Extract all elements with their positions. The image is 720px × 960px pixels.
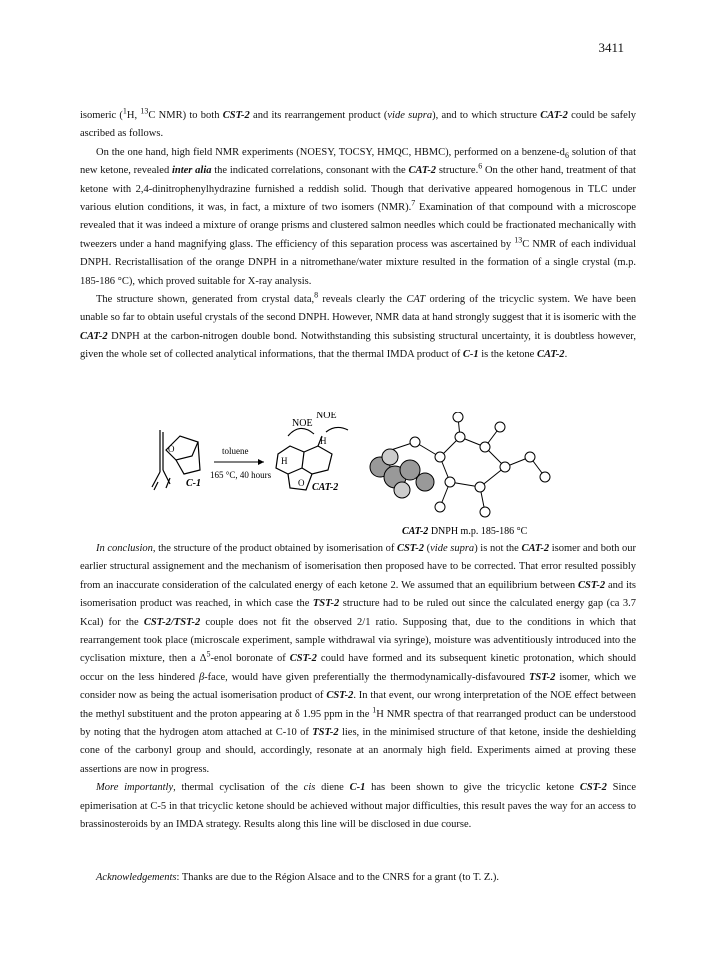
o-label-right: O	[298, 478, 305, 488]
h-label-lower: H	[281, 456, 288, 466]
reaction-scheme-figure	[140, 412, 570, 537]
noe-label-top: NOE	[316, 412, 337, 421]
arrow-head	[258, 459, 264, 465]
c1-label: C-1	[186, 478, 201, 489]
paragraph-5: More importantly, thermal cyclisation of the cis diene C-1 has been shown to give the tricyclic ketone CST-2 Since epimerisation at C-5 in that tricyclic ketone should be achieved without major difficulties, this result paves the way for an access to brassinosteroids by an IMDA strategy. Results along this line will be disclosed in due course.	[80, 782, 636, 831]
noe-label-left: NOE	[292, 418, 313, 429]
conditions-label: 165 °C, 40 hours	[210, 470, 272, 480]
xray-crystal-model	[370, 412, 550, 517]
page-number: 3411	[598, 40, 624, 55]
h-label-upper: H	[320, 436, 327, 446]
body-text-upper	[80, 107, 636, 365]
paragraph-1: isomeric ($^1$H, $^{13}$C NMR) to both CST-2 and its rearrangement product (vide supra), and to which structure CAT-2 could be safely ascribed as follows.	[80, 106, 636, 140]
paragraph-2: On the one hand, high field NMR experiments (NOESY, TOCSY, HMQC, HBMC), performed on a benzene-$d_6$ solution of that new ketone, revealed inter alia the indicated correlations, consonant with the CAT-2 structure.$^6$ On the other hand, treatment of that ketone with 2,4-dinitrophenylhydrazine furnished a reddish solid. Though that derivative appeared homogenous in TLC under various elution conditions, it was, in fact, a mixture of two isomers (NMR).$^7$ Examination of that compound with a microscope revealed that it was indeed a mixture of orange prisms and clustered salmon needles which could be fractionated mechanically with tweezers under a hand magnifying glass. The efficiency of this separation process was ascertained by $^{13}$C NMR of each individual DNPH. Recristallisation of the orange DNPH in a nitromethane/water mixture resulted in the formation of a single crystal (m.p. 185-186 °C), which proved suitable for X-ray analysis.	[80, 146, 636, 287]
cat2-label: CAT-2	[312, 482, 339, 493]
o-label-left: O	[168, 444, 175, 454]
acknowledgements: Acknowledgements: Thanks are due to the Région Alsace and to the CNRS for a grant (to T. Z.).	[96, 872, 499, 883]
body-text-lower	[80, 540, 636, 835]
paragraph-4: In conclusion, the structure of the product obtained by isomerisation of CST-2 (vide supra) is not the CAT-2 isomer and both our earlier structural assignement and the mechanism of isomerisation then proposed have to be corrected. That error resulted possibly from an inaccurate consideration of the calculated energy of each ketone 2. We assumed that an equilibrium between CST-2 and its isomerisation product was reached, in which case the TST-2 structure had to be ruled out since the calculated energy gap (ca 3.7 Kcal) for the CST-2/TST-2 couple does not fit the observed 2/1 ratio. Supposing that, due to the conditions in which that rearrangement took place (microscale experiment, sample withdrawal via syringe), moisture was adventitiously introduced into the cyclisation mixture, then a $\Delta^5$-enol boronate of CST-2 could have formed and its subsequent kinetic protonation, which should occur on the less hindered β-face, would have given preferentially the thermodynamically-disfavoured TST-2 isomer, which we consider now as being the actual isomerisation product of CST-2. In that event, our wrong interpretation of the NOE effect between the methyl substituent and the proton appearing at δ 1.95 ppm in the $^1$H NMR spectra of that rearranged product can be understood by noting that the hydrogen atom attached at C-10 of TST-2 lies, in the minimised structure of that ketone, inside the deshielding cone of the carbonyl group and should, accordingly, resonate at an anormaly high field. Experiments aimed at proving these assertions are now in progress.	[80, 543, 637, 775]
toluene-label: toluene	[222, 446, 249, 456]
xray-caption: CAT-2 DNPH m.p. 185-186 °C	[402, 526, 528, 537]
paragraph-3: The structure shown, generated from crystal data,$^8$ reveals clearly the CAT ordering of the tricyclic system. We have been unable so far to obtain useful crystals of the second DNPH. However, NMR data at hand strongly suggest that it is isomeric with the CAT-2 DNPH at the carbon-nitrogen double bond. Notwithstanding this subsisting structural uncertainty, it is doubtless however, given the whole set of collected analytical informations, that the thermal IMDA product of C-1 is the ketone CAT-2.	[80, 290, 636, 361]
